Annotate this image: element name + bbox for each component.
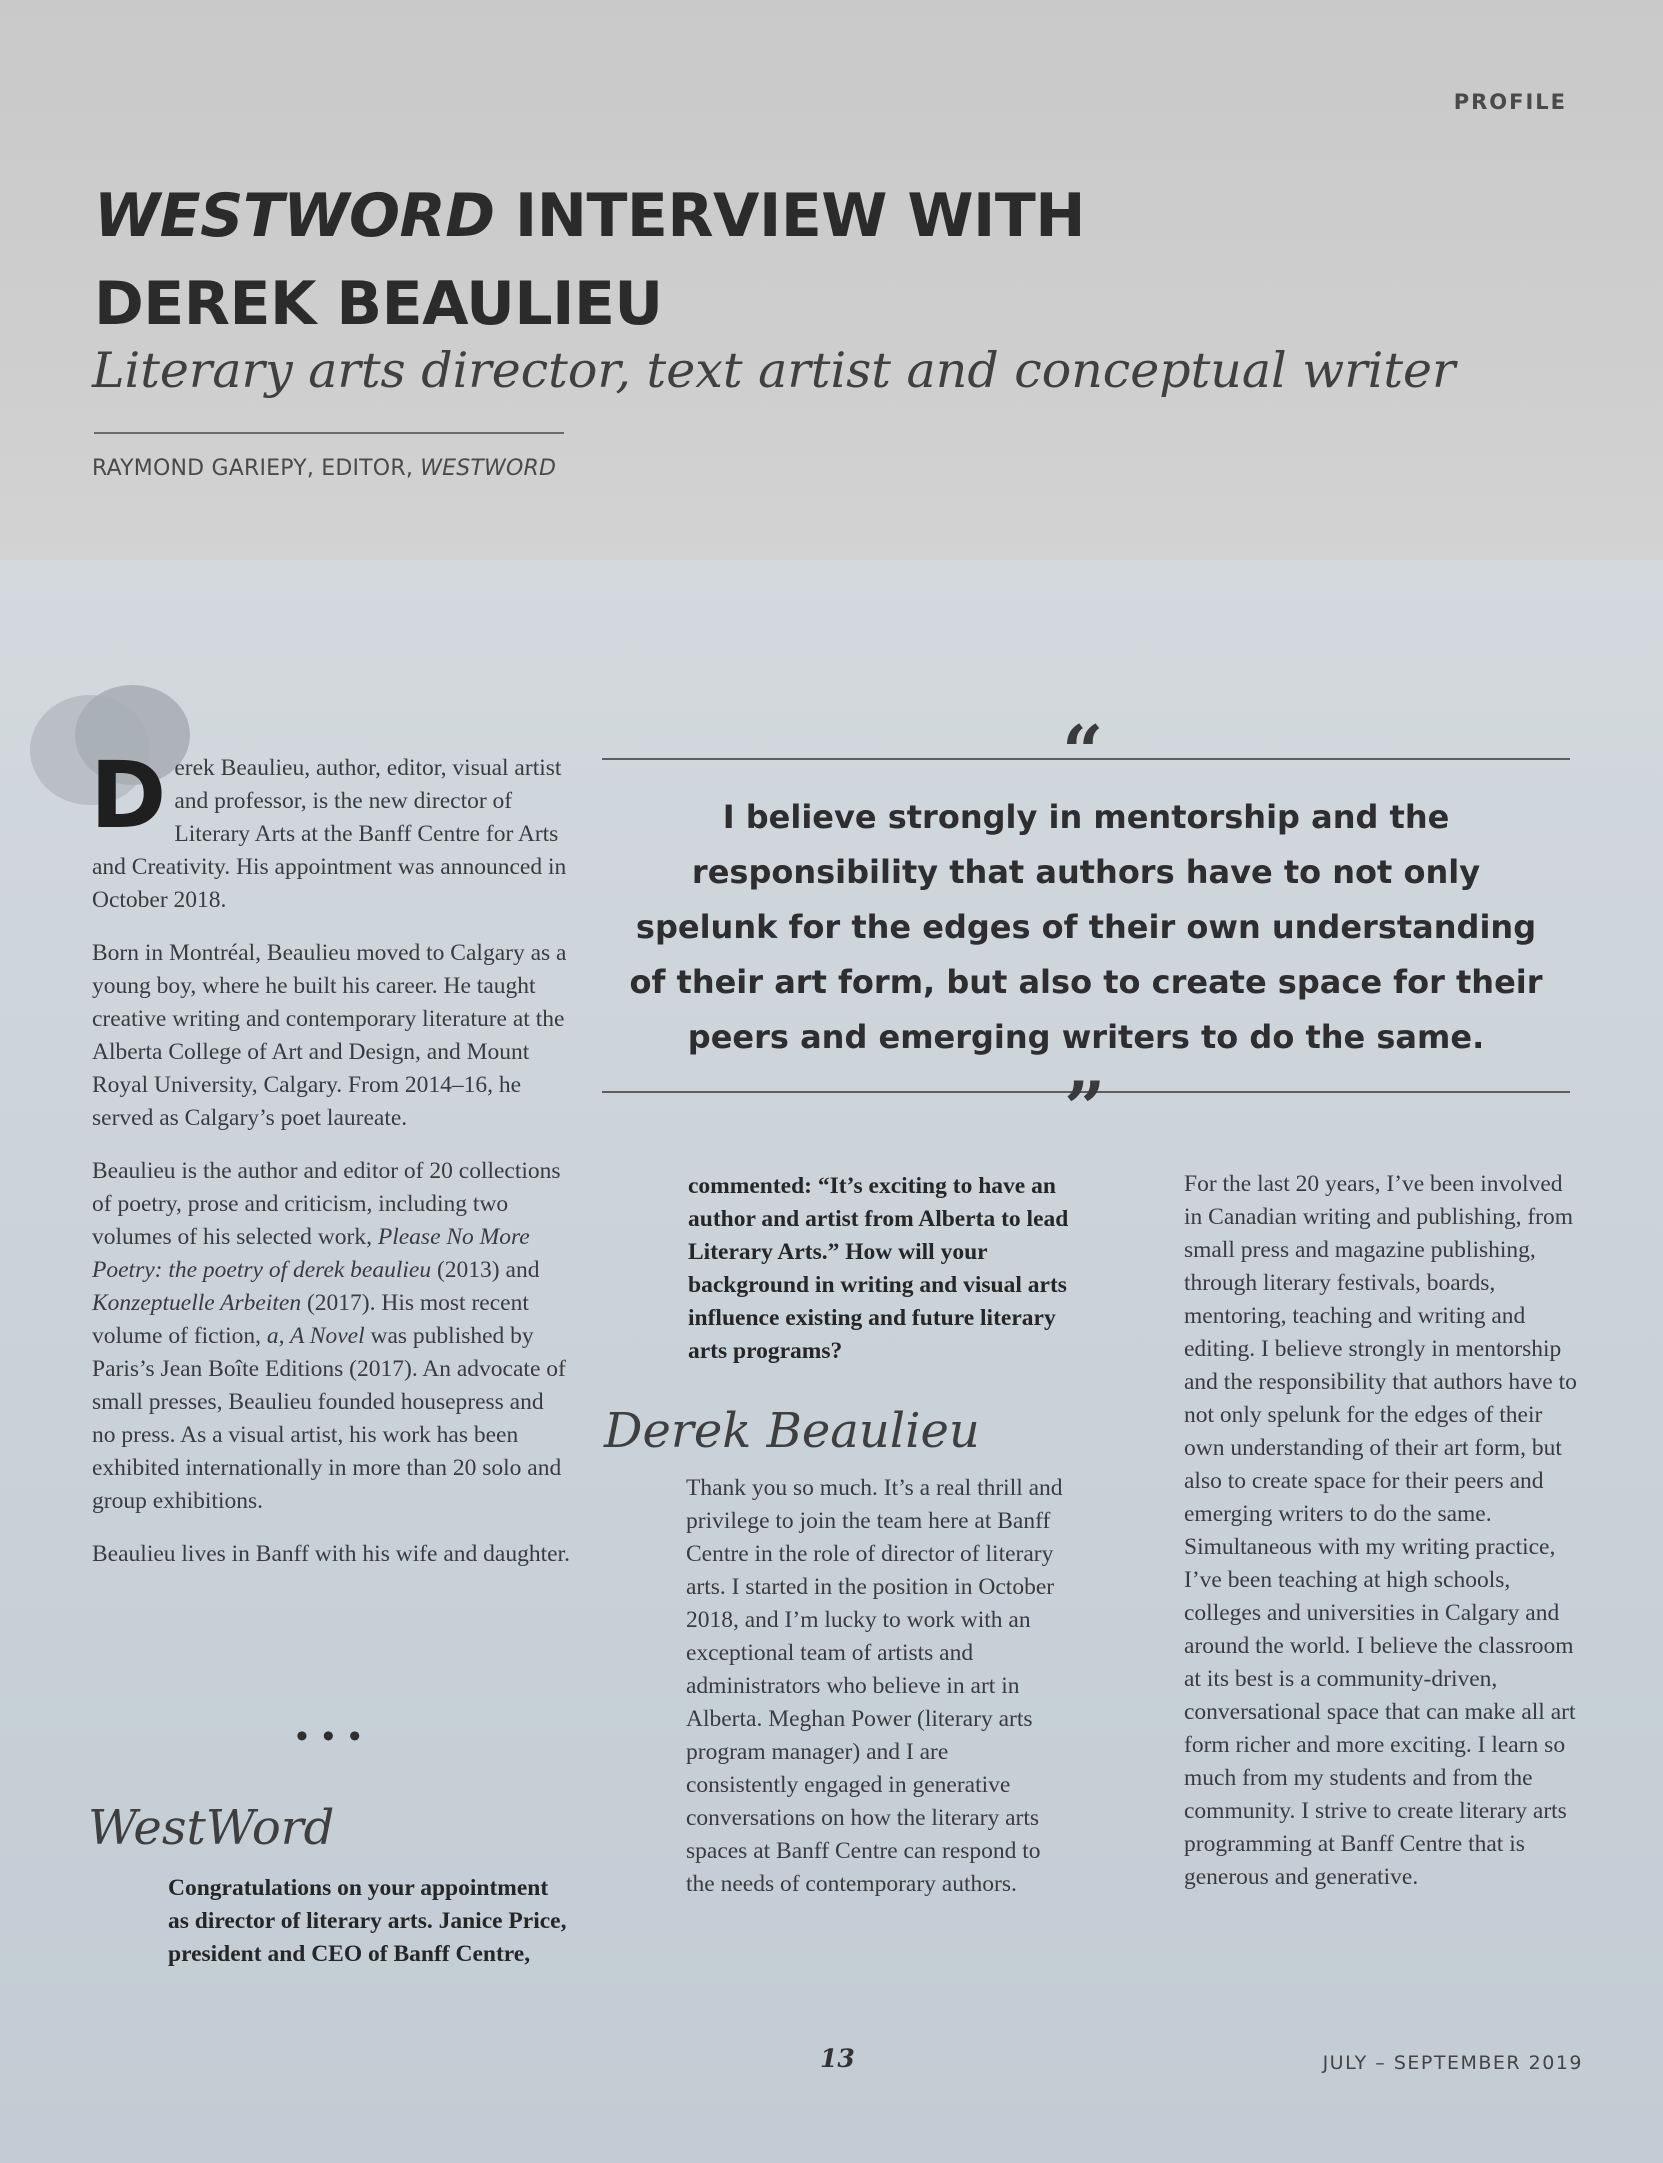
intro-paragraph-3 xyxy=(92,1155,572,1518)
close-quote-icon: ” xyxy=(1064,1065,1106,1150)
question-part-1: Congratulations on your appointment as director of literary arts. Janice Price, president and CEO of Banff Centre, xyxy=(168,1875,567,1967)
header-rule xyxy=(94,432,564,434)
drop-cap: D xyxy=(90,742,167,849)
p3-text-d: was published by Paris’s Jean Boîte Editions (2017). An advocate of small presses, Beaulieu founded housepress and no press. As a visual artist, his work has been exhibited internationally in more than 20 solo and group exhibitions. xyxy=(92,1323,566,1514)
speaker-derek-beaulieu: Derek Beaulieu xyxy=(604,1403,980,1459)
intro-paragraph-1-text: erek Beaulieu, author, editor, visual artist and professor, is the new director of Literary Arts at the Banff Centre for Arts and Creativity. His appointment was announced in October 2018. xyxy=(92,755,567,913)
answer-paragraph-2: For the last 20 years, I’ve been involved in Canadian writing and publishing, from small press and magazine publishing, through literary festivals, boards, mentoring, teaching and writing and editing. I believe strongly in mentorship and the responsibility that authors have to not only spelunk for the edges of their own understanding of their art form, but also to create space for their peers and emerging writers to do the same. Simultaneous with my writing practice, I’ve been teaching at high schools, colleges and universities in Calgary and around the world. I believe the classroom at its best is a community-driven, conversational space that can make all art form richer and more exciting. I learn so much from my students and from the community. I strive to create literary arts programming at Banff Centre that is generous and generative. xyxy=(1184,1171,1577,1890)
p3-text-c: (2017). His most recent volume of fiction, xyxy=(92,1290,529,1349)
byline-author: RAYMOND GARIEPY, EDITOR, xyxy=(92,456,421,481)
title-line-2: DEREK BEAULIEU xyxy=(94,269,663,339)
speaker-westword: WestWord xyxy=(88,1800,335,1856)
answer-column-1 xyxy=(686,1472,1066,1921)
article-subtitle: Literary arts director, text artist and conceptual writer xyxy=(92,342,1456,399)
open-quote-icon: “ xyxy=(1062,709,1104,794)
book-title-konzeptuelle-arbeiten: Konzeptuelle Arbeiten xyxy=(92,1290,302,1316)
p3-text-b: (2013) and xyxy=(431,1257,540,1283)
title-publication: WESTWORD xyxy=(94,181,495,251)
intro-paragraph-4: Beaulieu lives in Banff with his wife and daughter. xyxy=(92,1541,570,1567)
intro-column xyxy=(90,742,572,1591)
page-number: 13 xyxy=(820,2044,855,2073)
book-title-a-novel: a, A Novel xyxy=(266,1323,365,1349)
intro-paragraph-2: Born in Montréal, Beaulieu moved to Calgary as a young boy, where he built his career. He taught creative writing and contemporary literature at the Alberta College of Art and Design, and Mount Royal University, Calgary. From 2014–16, he served as Calgary’s poet laureate. xyxy=(92,940,567,1131)
byline xyxy=(92,456,556,481)
p3-text-a: Beaulieu is the author and editor of 20 collections of poetry, prose and criticism, including two volumes of his selected work, xyxy=(92,1158,561,1250)
section-label: PROFILE xyxy=(1453,90,1567,114)
answer-column-2 xyxy=(1184,1168,1584,1914)
intro-paragraph-1 xyxy=(90,742,572,917)
byline-publication: WESTWORD xyxy=(420,456,557,481)
title-rest: INTERVIEW WITH xyxy=(494,181,1086,251)
pull-quote: I believe strongly in mentorship and the responsibility that authors have to not only spelunk for the edges of their own understanding of their art form, but also to create space for their peers and emerging writers to do the same. xyxy=(629,798,1543,1056)
section-separator: • • • xyxy=(296,1718,364,1755)
answer-paragraph-1: Thank you so much. It’s a real thrill and privilege to join the team here at Banff Centre in the role of director of literary arts. I started in the position in October 2018, and I’m lucky to work with an exceptional team of artists and administrators who believe in art in Alberta. Meghan Power (literary arts program manager) and I are consistently engaged in generative conversations on how the literary arts spaces at Banff Centre can respond to the needs of contemporary authors. xyxy=(686,1475,1063,1897)
issue-date: JULY – SEPTEMBER 2019 xyxy=(1322,2052,1583,2074)
article-title xyxy=(94,172,1394,348)
question-part-2: commented: “It’s exciting to have an author and artist from Alberta to lead Literary Arts.” How will your background in writing and visual arts influence existing and future literary arts programs? xyxy=(688,1173,1069,1364)
book-title-please-no-more-poetry: Please No More Poetry: the poetry of derek beaulieu xyxy=(92,1224,530,1283)
